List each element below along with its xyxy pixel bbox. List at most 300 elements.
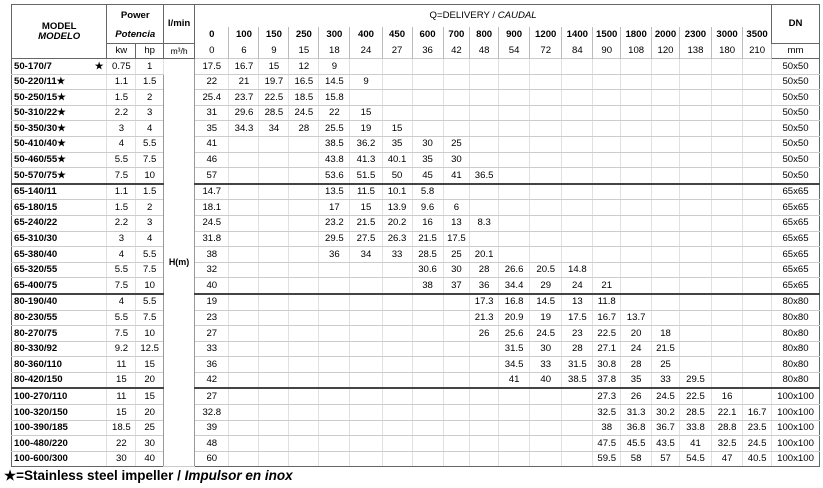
head-value [289, 405, 319, 421]
head-value [562, 215, 593, 231]
model-code: 50-570/75★ [14, 169, 66, 181]
head-value: 36.5 [470, 168, 499, 184]
head-value [652, 294, 680, 310]
head-value [679, 278, 711, 294]
head-value [679, 310, 711, 326]
head-value [229, 310, 259, 326]
head-value [229, 262, 259, 278]
head-value [743, 341, 772, 357]
head-value [530, 247, 562, 263]
head-value [382, 278, 412, 294]
head-value [289, 262, 319, 278]
kw-unit: kw [107, 44, 136, 59]
head-value: 14.7 [195, 184, 229, 200]
dn-value: 65x65 [772, 262, 820, 278]
head-value: 27 [195, 326, 229, 342]
kw-value: 15 [107, 372, 136, 388]
head-value [289, 436, 319, 452]
head-value: 11.8 [593, 294, 621, 310]
model-name [12, 184, 107, 200]
head-value [350, 436, 382, 452]
head-value [621, 184, 652, 200]
head-value: 32.5 [712, 436, 743, 452]
head-value: 20 [621, 326, 652, 342]
flow-lmin-6: 450 [382, 27, 412, 44]
head-value [229, 136, 259, 152]
head-value: 38 [412, 278, 443, 294]
head-value: 21.3 [470, 310, 499, 326]
flow-m3h-3: 15 [289, 44, 319, 59]
flow-lmin-15: 2000 [652, 27, 680, 44]
footnote-text-es: Impulsor en inox [184, 468, 293, 483]
dn-value: 100x100 [772, 436, 820, 452]
head-value: 17.3 [470, 294, 499, 310]
head-value [679, 215, 711, 231]
head-value: 37.8 [593, 372, 621, 388]
head-value [679, 357, 711, 373]
model-code: 65-140/11 [14, 186, 57, 198]
head-value [319, 294, 350, 310]
head-value: 30 [412, 136, 443, 152]
flow-lmin-16: 2300 [679, 27, 711, 44]
head-value [319, 451, 350, 467]
hp-value: 10 [136, 168, 164, 184]
head-value [382, 451, 412, 467]
head-value [443, 405, 470, 421]
flow-m3h-2: 9 [259, 44, 289, 59]
head-value [679, 59, 711, 75]
head-value [289, 278, 319, 294]
dn-value: 65x65 [772, 278, 820, 294]
kw-value: 3 [107, 231, 136, 247]
model-name [12, 262, 107, 278]
head-value [743, 388, 772, 404]
head-value [499, 59, 530, 75]
stainless-star-icon: ★ [94, 60, 104, 72]
flow-m3h-6: 27 [382, 44, 412, 59]
flow-lmin-4: 300 [319, 27, 350, 44]
head-value [412, 294, 443, 310]
model-code: 50-350/30★ [14, 122, 66, 134]
hp-value: 20 [136, 405, 164, 421]
kw-value: 4 [107, 136, 136, 152]
head-value [350, 262, 382, 278]
flow-m3h-4: 18 [319, 44, 350, 59]
head-value: 26.6 [499, 262, 530, 278]
head-value [259, 451, 289, 467]
head-value: 40.1 [382, 152, 412, 168]
head-value [382, 294, 412, 310]
head-value [289, 200, 319, 216]
flow-lmin-12: 1400 [562, 27, 593, 44]
head-value [412, 121, 443, 137]
head-value [712, 278, 743, 294]
head-value: 31.5 [499, 341, 530, 357]
head-value [319, 436, 350, 452]
head-value: 23 [195, 310, 229, 326]
head-value [350, 278, 382, 294]
kw-value: 1.1 [107, 184, 136, 200]
hp-value: 5.5 [136, 294, 164, 310]
head-value [679, 121, 711, 137]
flow-m3h-0: 0 [195, 44, 229, 59]
head-value [412, 105, 443, 121]
head-value [350, 420, 382, 436]
head-value [593, 105, 621, 121]
head-value [499, 247, 530, 263]
head-value [743, 310, 772, 326]
head-value [712, 357, 743, 373]
head-value: 21.5 [652, 341, 680, 357]
table-row [12, 152, 820, 168]
head-value: 35 [382, 136, 412, 152]
head-value [319, 357, 350, 373]
head-value: 19 [195, 294, 229, 310]
head-value [621, 200, 652, 216]
head-value [382, 357, 412, 373]
head-value [679, 262, 711, 278]
head-value: 43.8 [319, 152, 350, 168]
head-value [652, 105, 680, 121]
head-value [562, 436, 593, 452]
head-value [499, 420, 530, 436]
power-label-es: Potencia [115, 29, 156, 41]
head-value [530, 231, 562, 247]
head-value: 34.4 [499, 278, 530, 294]
head-value: 17.5 [195, 59, 229, 75]
head-value: 30.8 [593, 357, 621, 373]
head-value [679, 341, 711, 357]
hp-value: 20 [136, 372, 164, 388]
table-row [12, 74, 820, 90]
head-value [382, 310, 412, 326]
head-value: 9 [319, 59, 350, 75]
head-value [443, 310, 470, 326]
head-value [382, 436, 412, 452]
head-value [621, 262, 652, 278]
hp-value: 15 [136, 357, 164, 373]
head-value: 16 [412, 215, 443, 231]
dn-value: 50x50 [772, 59, 820, 75]
head-value: 41.3 [350, 152, 382, 168]
head-value [712, 90, 743, 106]
head-value [350, 372, 382, 388]
kw-value: 11 [107, 388, 136, 404]
head-value [679, 200, 711, 216]
head-value [530, 420, 562, 436]
head-value [679, 247, 711, 263]
head-value [229, 420, 259, 436]
model-name [12, 231, 107, 247]
table-row [12, 262, 820, 278]
head-value: 25.6 [499, 326, 530, 342]
head-value [259, 136, 289, 152]
head-value [530, 136, 562, 152]
head-value [562, 121, 593, 137]
flow-lmin-11: 1200 [530, 27, 562, 44]
head-value [652, 215, 680, 231]
model-name [12, 121, 107, 137]
model-name [12, 59, 107, 75]
head-value: 31.3 [621, 405, 652, 421]
head-value [530, 200, 562, 216]
head-value: 51.5 [350, 168, 382, 184]
head-value [499, 152, 530, 168]
head-value [679, 168, 711, 184]
head-value [593, 247, 621, 263]
lmin-label: l/min [167, 18, 191, 30]
head-value: 46 [195, 152, 229, 168]
model-code: 65-180/15 [14, 201, 58, 213]
kw-value: 2.2 [107, 215, 136, 231]
model-name [12, 372, 107, 388]
head-value [593, 74, 621, 90]
head-value [382, 90, 412, 106]
head-value [259, 420, 289, 436]
dn-value: 100x100 [772, 405, 820, 421]
head-value [412, 341, 443, 357]
kw-value: 4 [107, 294, 136, 310]
head-value: 27.5 [350, 231, 382, 247]
head-value [621, 294, 652, 310]
head-value [743, 278, 772, 294]
head-value [289, 152, 319, 168]
head-value: 18.5 [289, 90, 319, 106]
head-value [319, 405, 350, 421]
head-value [499, 436, 530, 452]
head-value [562, 59, 593, 75]
head-value: 6 [443, 200, 470, 216]
head-value [229, 152, 259, 168]
kw-value: 5.5 [107, 152, 136, 168]
head-value [712, 74, 743, 90]
head-value: 20.5 [530, 262, 562, 278]
head-value [712, 294, 743, 310]
head-value: 13 [443, 215, 470, 231]
table-row [12, 168, 820, 184]
head-value [652, 278, 680, 294]
model-label-es: MODELO [38, 30, 81, 42]
hp-value: 5.5 [136, 247, 164, 263]
head-value [743, 372, 772, 388]
table-row [12, 215, 820, 231]
flow-lmin-0: 0 [195, 27, 229, 44]
hp-value: 1.5 [136, 74, 164, 90]
head-value [470, 436, 499, 452]
head-value [470, 451, 499, 467]
model-code: 100-320/150 [14, 406, 68, 418]
head-value [470, 231, 499, 247]
model-code: 50-460/55★ [14, 154, 66, 166]
head-value [530, 74, 562, 90]
head-value: 36 [470, 278, 499, 294]
table-row [12, 436, 820, 452]
head-value [562, 168, 593, 184]
head-value [652, 136, 680, 152]
head-value: 15 [350, 200, 382, 216]
head-value [499, 136, 530, 152]
head-value: 16.5 [289, 74, 319, 90]
head-value: 23 [562, 326, 593, 342]
kw-value: 18.5 [107, 420, 136, 436]
hp-value: 30 [136, 436, 164, 452]
model-name [12, 294, 107, 310]
table-row [12, 278, 820, 294]
head-value [289, 326, 319, 342]
head-value: 21 [229, 74, 259, 90]
head-value [621, 231, 652, 247]
hp-value: 7.5 [136, 310, 164, 326]
flow-m3h-9: 48 [470, 44, 499, 59]
head-value [470, 200, 499, 216]
head-value: 24.5 [652, 388, 680, 404]
head-value [443, 357, 470, 373]
kw-value: 2.2 [107, 105, 136, 121]
head-value [712, 121, 743, 137]
head-value [443, 74, 470, 90]
head-value: 25 [652, 357, 680, 373]
model-name [12, 168, 107, 184]
head-value [593, 184, 621, 200]
head-value [289, 247, 319, 263]
head-value: 27.3 [593, 388, 621, 404]
head-value [259, 278, 289, 294]
head-value [229, 372, 259, 388]
head-value: 33 [382, 247, 412, 263]
hp-value: 15 [136, 388, 164, 404]
head-value [289, 294, 319, 310]
head-value: 28.5 [412, 247, 443, 263]
head-value [712, 372, 743, 388]
kw-value: 7.5 [107, 326, 136, 342]
head-value [470, 405, 499, 421]
head-value: 22 [195, 74, 229, 90]
performance-table-wrapper [11, 4, 820, 467]
kw-value: 15 [107, 405, 136, 421]
head-value [562, 105, 593, 121]
head-value [470, 152, 499, 168]
table-row [12, 136, 820, 152]
head-value: 23.2 [319, 215, 350, 231]
head-value [382, 74, 412, 90]
head-value: 57 [195, 168, 229, 184]
kw-value: 11 [107, 357, 136, 373]
flow-lmin-1: 100 [229, 27, 259, 44]
flow-m3h-16: 138 [679, 44, 711, 59]
head-value [652, 200, 680, 216]
head-value [229, 405, 259, 421]
model-code: 80-360/110 [14, 358, 63, 370]
head-value: 17.5 [562, 310, 593, 326]
flow-lmin-2: 150 [259, 27, 289, 44]
head-value [499, 451, 530, 467]
head-value: 30.6 [412, 262, 443, 278]
kw-value: 1.1 [107, 74, 136, 90]
head-value: 41 [499, 372, 530, 388]
dn-value: 50x50 [772, 121, 820, 137]
head-value [443, 59, 470, 75]
head-value [382, 326, 412, 342]
head-value: 9 [350, 74, 382, 90]
head-value: 33 [195, 341, 229, 357]
head-value [443, 184, 470, 200]
head-value [259, 436, 289, 452]
lmin-header [164, 5, 195, 44]
head-value [562, 200, 593, 216]
head-value [229, 200, 259, 216]
head-value [499, 200, 530, 216]
flow-lmin-5: 400 [350, 27, 382, 44]
model-name [12, 405, 107, 421]
head-value [530, 388, 562, 404]
model-code: 50-410/40★ [14, 138, 66, 150]
head-value: 41 [679, 436, 711, 452]
head-value [259, 294, 289, 310]
hp-value: 10 [136, 326, 164, 342]
kw-value: 30 [107, 451, 136, 467]
head-value [530, 152, 562, 168]
head-value: 16.7 [593, 310, 621, 326]
head-value: 22 [319, 105, 350, 121]
head-value: 28 [562, 341, 593, 357]
head-value: 43.5 [652, 436, 680, 452]
head-value [743, 121, 772, 137]
head-value [712, 310, 743, 326]
head-value [621, 247, 652, 263]
head-value: 17.5 [443, 231, 470, 247]
head-value: 24.5 [289, 105, 319, 121]
flow-lmin-10: 900 [499, 27, 530, 44]
model-name [12, 105, 107, 121]
dn-value: 100x100 [772, 451, 820, 467]
head-value [289, 168, 319, 184]
head-value [289, 184, 319, 200]
head-value [412, 420, 443, 436]
head-value [621, 90, 652, 106]
dn-value: 80x80 [772, 357, 820, 373]
flow-m3h-7: 36 [412, 44, 443, 59]
head-value: 28 [621, 357, 652, 373]
kw-value: 9.2 [107, 341, 136, 357]
flow-lmin-13: 1500 [593, 27, 621, 44]
head-value [652, 121, 680, 137]
head-value [412, 372, 443, 388]
hp-value: 1.5 [136, 184, 164, 200]
head-value [621, 152, 652, 168]
head-value [470, 136, 499, 152]
model-name [12, 420, 107, 436]
head-value [621, 74, 652, 90]
head-value: 13 [562, 294, 593, 310]
head-value: 26 [621, 388, 652, 404]
head-value: 23.7 [229, 90, 259, 106]
head-value [259, 388, 289, 404]
head-value [289, 420, 319, 436]
head-value: 32 [195, 262, 229, 278]
head-value: 25.5 [319, 121, 350, 137]
head-value [443, 451, 470, 467]
head-value: 16.7 [743, 405, 772, 421]
model-name [12, 326, 107, 342]
hp-value: 40 [136, 451, 164, 467]
head-value [743, 247, 772, 263]
model-code: 80-190/40 [14, 296, 58, 308]
head-value [289, 310, 319, 326]
head-value [499, 168, 530, 184]
head-value: 16.8 [499, 294, 530, 310]
head-value: 39 [195, 420, 229, 436]
model-name [12, 90, 107, 106]
